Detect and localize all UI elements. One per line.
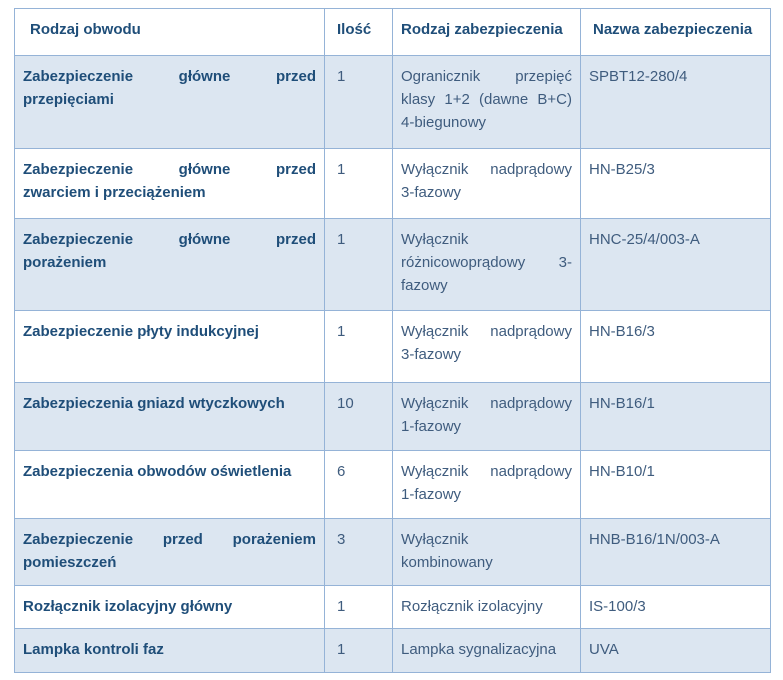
circuit-type-cell [15,56,325,149]
protection-type-cell [393,311,581,383]
cell-text-line: pomieszczeń [23,554,117,571]
circuit-type-cell [15,219,325,311]
circuit-type-cell [15,451,325,519]
protection-name-cell: HNB-B16/1N/003-A [581,519,771,586]
protection-type-cell [393,149,581,219]
table-row [15,383,771,451]
cell-text-line: Rozłącznik izolacyjny [401,598,543,615]
protection-type-cell [393,519,581,586]
circuit-type-cell [15,149,325,219]
protection-name-cell: SPBT12-280/4 [581,56,771,149]
cell-text-line: Zabezpieczenia gniazd wtyczkowych [23,395,285,412]
cell-text-line: 3-fazowy [401,184,462,201]
cell-text-line: fazowy [401,277,448,294]
col-header-quantity: Ilość [325,9,393,56]
protections-table [14,8,771,673]
col-header-protection-name: Nazwa zabezpieczenia [581,9,771,56]
table-row [15,451,771,519]
circuit-type-cell [15,586,325,629]
protection-name-cell: HN-B10/1 [581,451,771,519]
cell-text-line: Wyłącznik nadprądowy [401,323,572,340]
cell-text-line: Zabezpieczenie główne przed [23,161,316,178]
protection-name-cell: HN-B16/3 [581,311,771,383]
protection-name-cell: HNC-25/4/003-A [581,219,771,311]
circuit-type-cell [15,311,325,383]
cell-text-line: Wyłącznik nadprądowy [401,161,572,178]
cell-text-line: Zabezpieczenia obwodów oświetlenia [23,463,292,480]
quantity-cell: 1 [325,56,393,149]
col-header-circuit-type: Rodzaj obwodu [15,9,325,56]
cell-text-line: porażeniem [23,254,107,271]
cell-text-line: Wyłącznik [401,231,469,248]
cell-text-line: zwarciem i przeciążeniem [23,184,206,201]
cell-text-line: Zabezpieczenie główne przed [23,231,316,248]
cell-text-line: Wyłącznik nadprądowy [401,463,572,480]
table-row [15,519,771,586]
table-row [15,586,771,629]
protection-name-cell: HN-B25/3 [581,149,771,219]
quantity-cell: 3 [325,519,393,586]
cell-text-line: Zabezpieczenie przed porażeniem [23,531,316,548]
header-row [15,9,771,56]
quantity-cell: 1 [325,219,393,311]
protection-name-cell: HN-B16/1 [581,383,771,451]
table-row [15,56,771,149]
quantity-cell: 6 [325,451,393,519]
protection-type-cell [393,56,581,149]
table-row [15,219,771,311]
cell-text-line: 1-fazowy [401,486,462,503]
quantity-cell: 1 [325,311,393,383]
cell-text-line: Zabezpieczenie główne przed [23,68,316,85]
cell-text-line: 3-fazowy [401,346,462,363]
cell-text-line: 4-biegunowy [401,114,487,131]
quantity-cell: 1 [325,149,393,219]
circuit-type-cell [15,629,325,673]
cell-text-line: Rozłącznik izolacyjny główny [23,598,233,615]
protection-type-cell [393,586,581,629]
quantity-cell: 1 [325,586,393,629]
table-row [15,311,771,383]
cell-text-line: Zabezpieczenie płyty indukcyjnej [23,323,259,340]
protection-name-cell: UVA [581,629,771,673]
table-row [15,149,771,219]
quantity-cell: 1 [325,629,393,673]
cell-text-line: Wyłącznik nadprądowy [401,395,572,412]
col-header-protection-type: Rodzaj zabezpieczenia [393,9,581,56]
cell-text-line: klasy 1+2 (dawne B+C) [401,91,572,108]
protection-name-cell: IS-100/3 [581,586,771,629]
cell-text-line: Lampka kontroli faz [23,641,164,658]
table-row [15,629,771,673]
cell-text-line: przepięciami [23,91,114,108]
cell-text-line: 1-fazowy [401,418,462,435]
cell-text-line: Wyłącznik [401,531,469,548]
quantity-cell: 10 [325,383,393,451]
cell-text-line: różnicowoprądowy 3- [401,254,572,271]
circuit-type-cell [15,519,325,586]
protection-type-cell [393,629,581,673]
circuit-type-cell [15,383,325,451]
protection-type-cell [393,451,581,519]
cell-text-line: kombinowany [401,554,493,571]
cell-text-line: Ogranicznik przepięć [401,68,572,85]
protection-type-cell [393,219,581,311]
cell-text-line: Lampka sygnalizacyjna [401,641,557,658]
protection-type-cell [393,383,581,451]
